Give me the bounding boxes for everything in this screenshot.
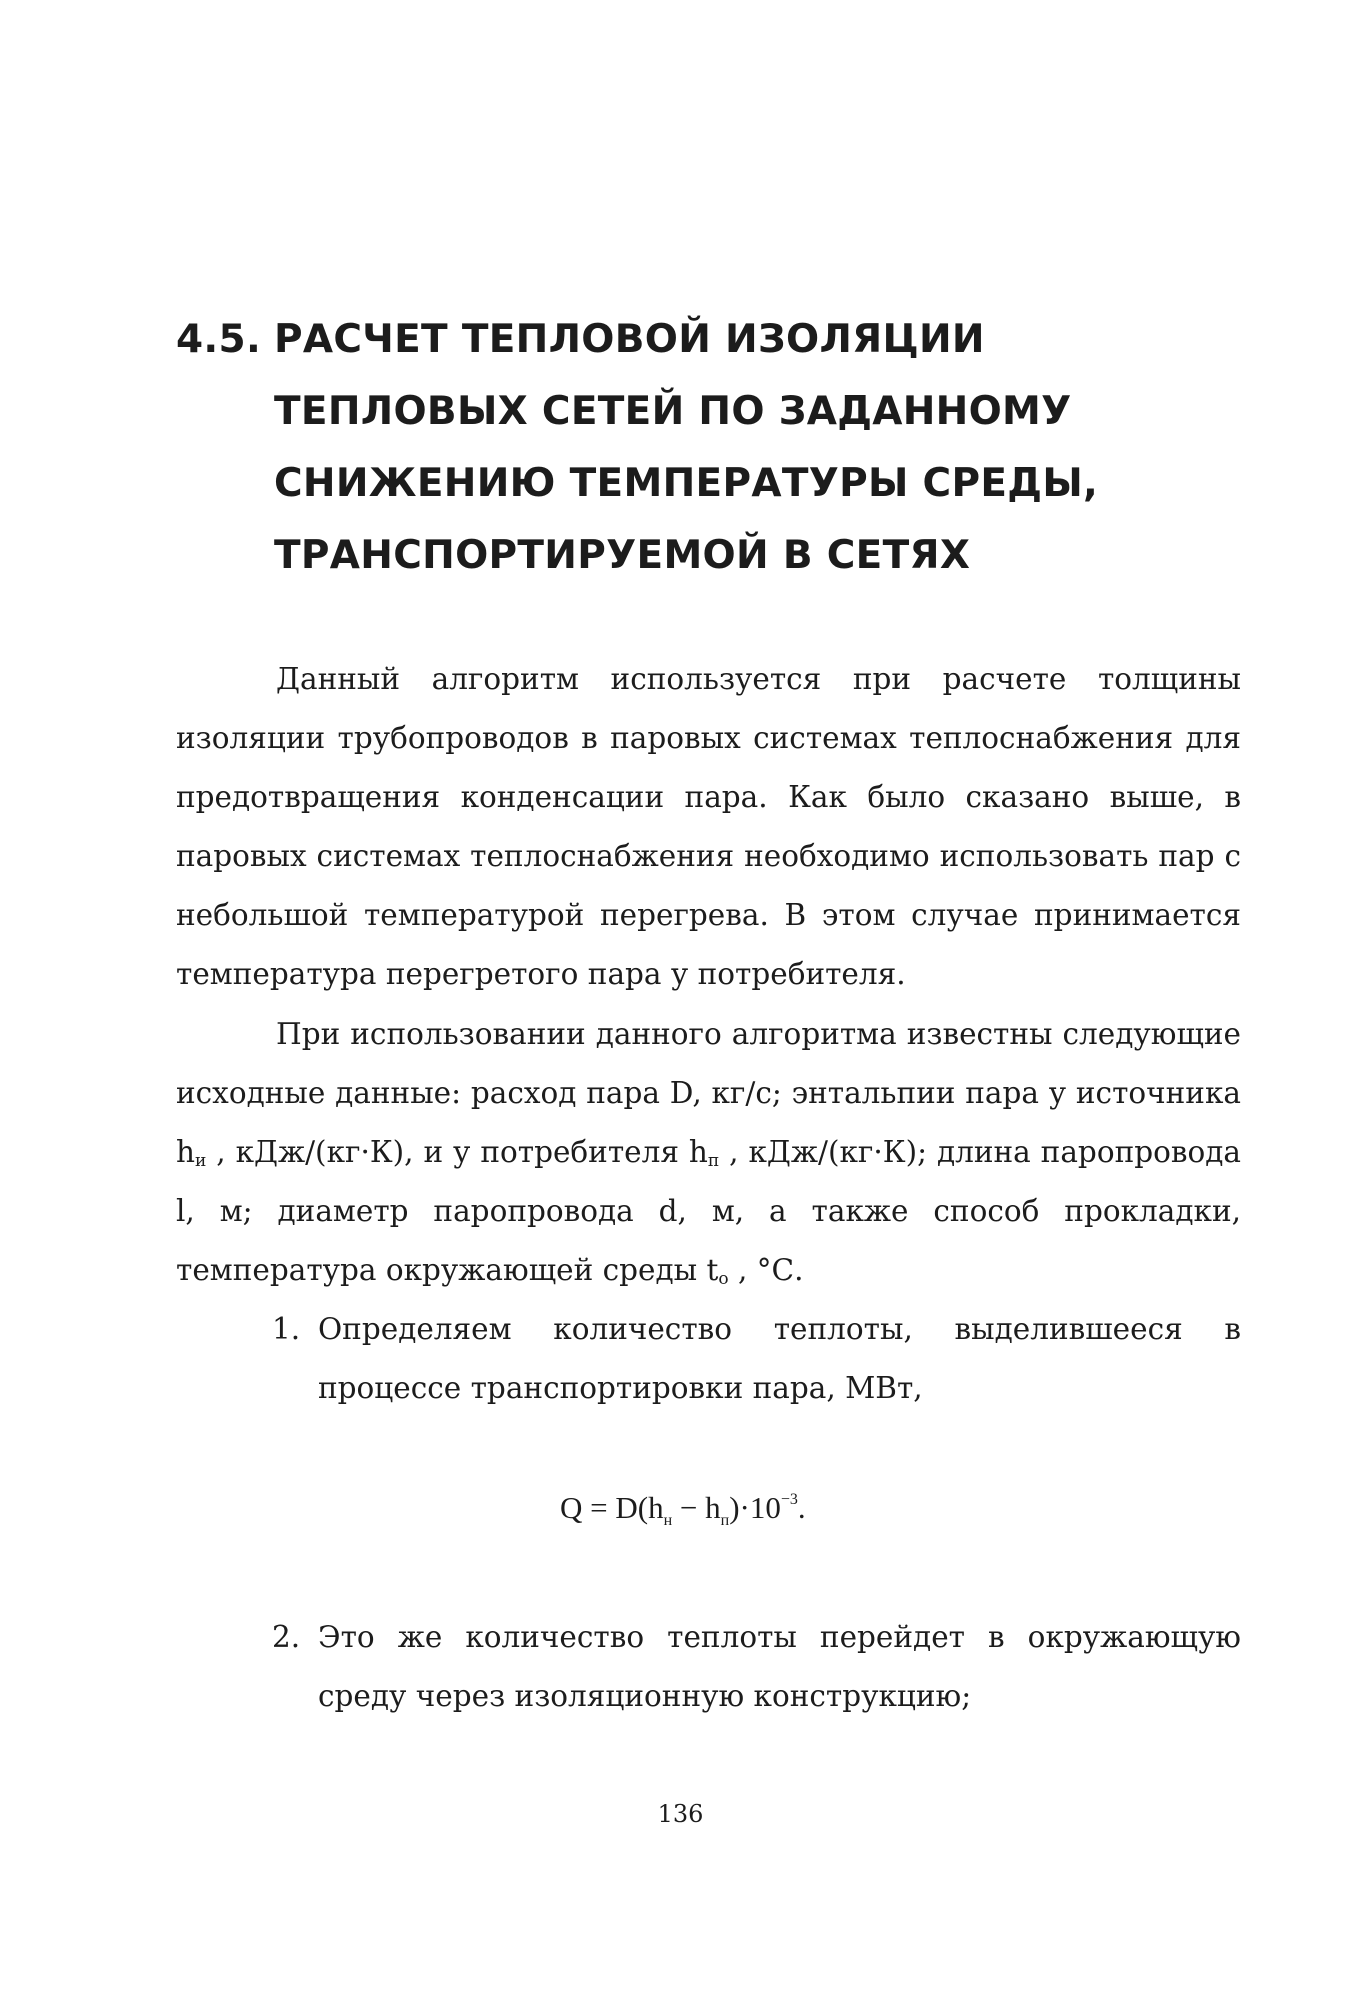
heading-line-3: СНИЖЕНИЮ ТЕМПЕРАТУРЫ СРЕДЫ, — [274, 461, 1099, 506]
formula-end: . — [797, 1490, 806, 1525]
heat-formula — [560, 1490, 806, 1529]
list-item-number: 1. — [272, 1312, 301, 1346]
page-number: 136 — [657, 1800, 704, 1828]
subscript-ambient: о — [718, 1269, 729, 1289]
paragraph2-part3: , кДж/(кг·К); длина паропровода l, м; диаметр паропровода d, м, а также способ прокладки, температура окружающей среды t — [176, 1135, 1242, 1287]
input-data-paragraph — [176, 1005, 1241, 1300]
list-item-text: Это же количество теплоты перейдет в окружающую среду через изоляционную конструкцию; — [318, 1620, 1241, 1713]
list-item-text: Определяем количество теплоты, выделившееся в процессе транспортировки пара, МВт, — [318, 1312, 1241, 1405]
heading-line-4: ТРАНСПОРТИРУЕМОЙ В СЕТЯХ — [274, 533, 971, 578]
heading-number: 4.5. — [176, 317, 262, 362]
subscript-consumer: п — [707, 1151, 720, 1171]
formula-lhs: Q = D(h — [560, 1490, 664, 1525]
paragraph2-part4: , °С. — [728, 1253, 804, 1287]
formula-sub-b: п — [720, 1512, 730, 1529]
formula-mid: − h — [672, 1490, 721, 1525]
formula-exponent: −3 — [780, 1491, 798, 1508]
formula-rhs: )·10 — [729, 1490, 781, 1525]
heading-line-2: ТЕПЛОВЫХ СЕТЕЙ ПО ЗАДАННОМУ — [274, 389, 1072, 434]
paragraph2-part1: При использовании данного алгоритма известны следующие исходные данные: расход пара D, кг/с; энтальпии пара у источника h — [176, 1017, 1241, 1169]
subscript-source: и — [195, 1151, 207, 1171]
paragraph2-part2: , кДж/(кг·К), и у потребителя h — [206, 1135, 708, 1169]
list-item-number: 2. — [272, 1620, 301, 1654]
heading-line-1: РАСЧЕТ ТЕПЛОВОЙ ИЗОЛЯЦИИ — [274, 317, 985, 362]
intro-paragraph: Данный алгоритм используется при расчете толщины изоляции трубопроводов в паровых системах теплоснабжения для предотвращения конденсации пара. Как было сказано выше, в паровых системах теплоснабжения необходимо использовать пар с небольшой температурой перегрева. В этом случае принимается температура перегретого пара у потребителя. — [176, 662, 1241, 991]
formula-sub-a: н — [663, 1512, 673, 1529]
